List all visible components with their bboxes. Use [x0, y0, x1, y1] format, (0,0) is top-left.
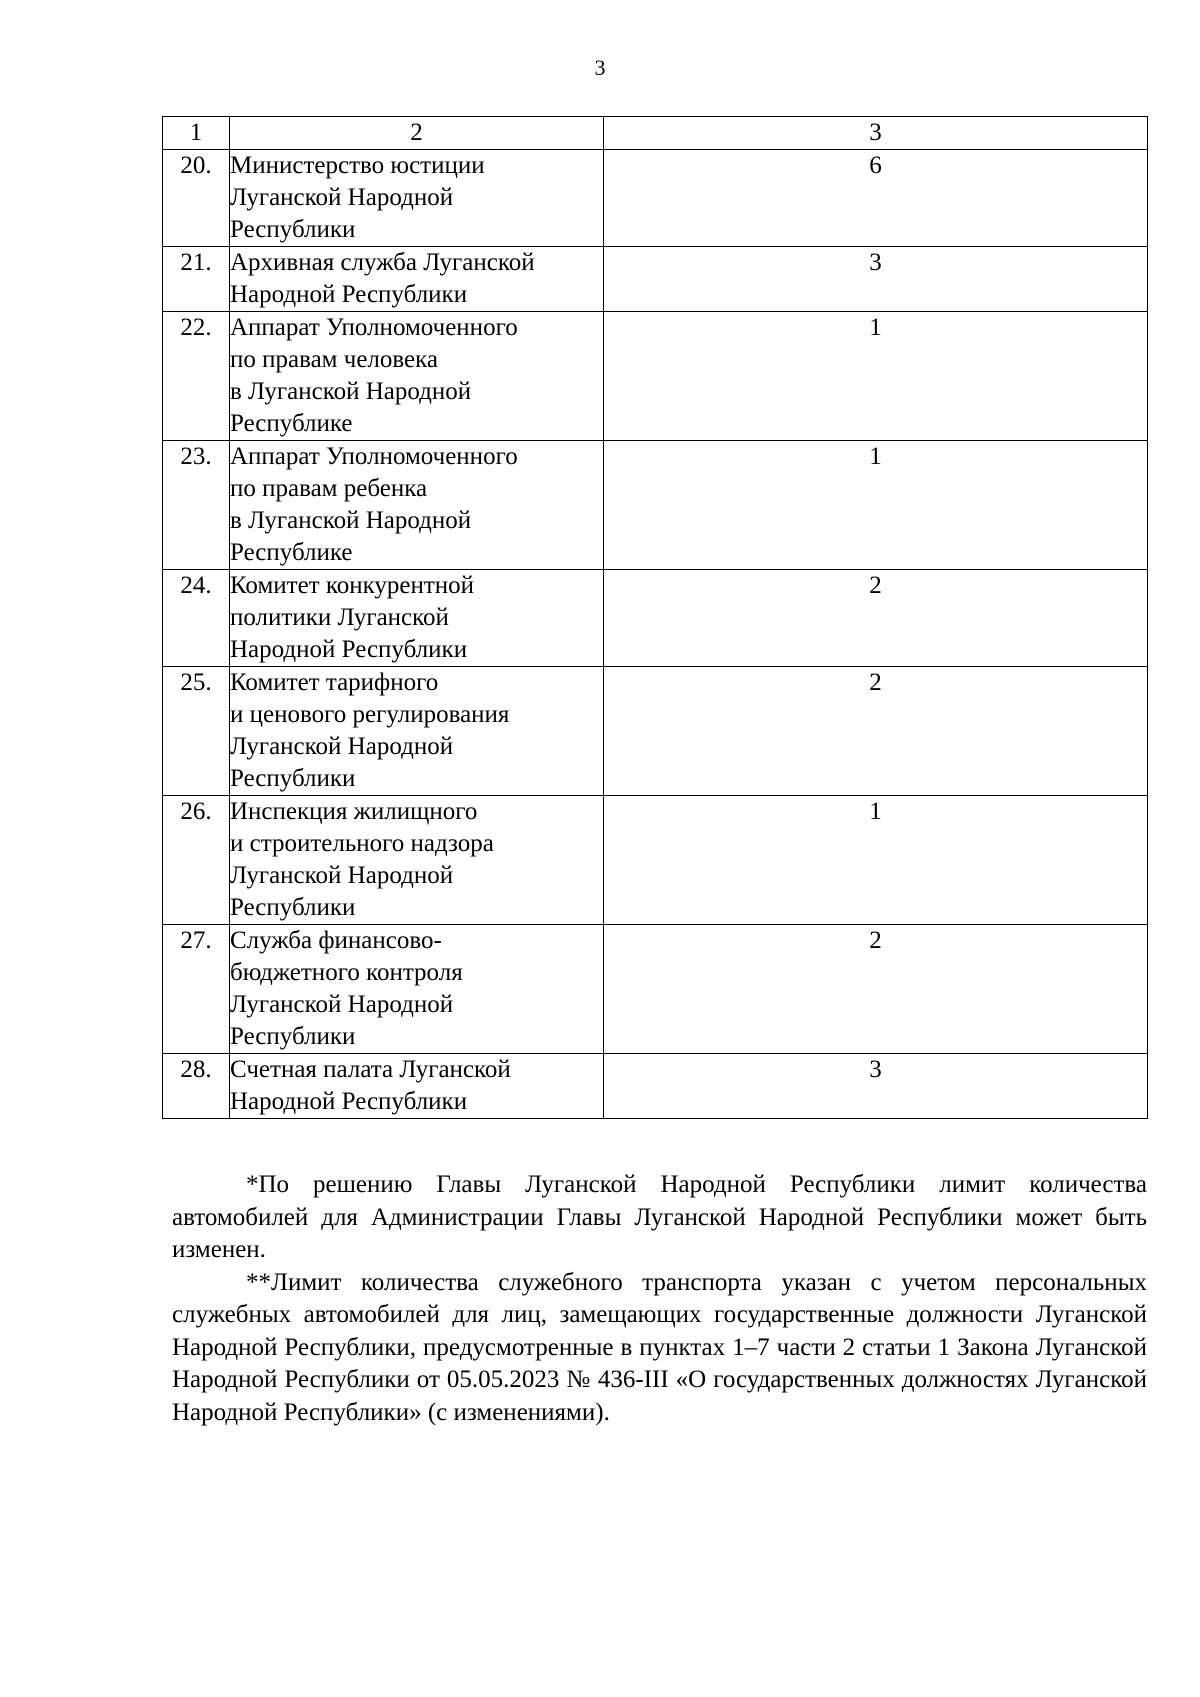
table-row	[163, 150, 1148, 247]
vehicle-limit: 3	[604, 247, 1148, 312]
row-number: 21.	[163, 247, 230, 312]
table-row	[163, 312, 1148, 441]
organization-name: Счетная палата Луганской Народной Республики	[230, 1054, 604, 1119]
footnote-double-asterisk: **Лимит количества служебного транспорта указан с учетом персональных служебных автомобилей для лиц, замещающих государственные должности Луганской Народной Республики, предусмотренные в пунктах 1–7 части 2 статьи 1 Закона Луганской Народной Республики от 05.05.2023 № 436-III «О государственных должностях Луганской Народной Республики» (с изменениями).	[172, 1268, 1147, 1426]
row-number: 24.	[163, 570, 230, 667]
column-header-organization: 2	[230, 117, 604, 150]
row-number: 26.	[163, 796, 230, 925]
table-row	[163, 925, 1148, 1054]
row-number: 25.	[163, 667, 230, 796]
organization-name: Аппарат Уполномоченного по правам человека в Луганской Народной Республике	[230, 312, 604, 441]
row-number: 27.	[163, 925, 230, 1054]
column-header-number: 1	[163, 117, 230, 150]
page-number: 3	[594, 55, 606, 80]
row-number: 22.	[163, 312, 230, 441]
table-row	[163, 667, 1148, 796]
vehicle-limit: 2	[604, 570, 1148, 667]
vehicle-limit: 6	[604, 150, 1148, 247]
vehicle-limit: 3	[604, 1054, 1148, 1119]
footnote-single-asterisk: *По решению Главы Луганской Народной Республики лимит количества автомобилей для Администрации Главы Луганской Народной Республики может быть изменен.	[172, 1171, 1147, 1263]
table-row	[163, 1054, 1148, 1119]
vehicle-limit: 2	[604, 925, 1148, 1054]
organization-name: Министерство юстиции Луганской Народной Республики	[230, 150, 604, 247]
organization-name: Комитет конкурентной политики Луганской Народной Республики	[230, 570, 604, 667]
vehicle-limit: 2	[604, 667, 1148, 796]
organization-name: Служба финансово- бюджетного контроля Луганской Народной Республики	[230, 925, 604, 1054]
vehicle-limits-table	[162, 116, 1148, 1119]
table-row	[163, 796, 1148, 925]
column-header-limit: 3	[604, 117, 1148, 150]
row-number: 28.	[163, 1054, 230, 1119]
vehicle-limit: 1	[604, 441, 1148, 570]
vehicle-limit: 1	[604, 312, 1148, 441]
organization-name: Комитет тарифного и ценового регулирования Луганской Народной Республики	[230, 667, 604, 796]
organization-name: Аппарат Уполномоченного по правам ребенка в Луганской Народной Республике	[230, 441, 604, 570]
row-number: 23.	[163, 441, 230, 570]
table-row	[163, 441, 1148, 570]
organization-name: Архивная служба Луганской Народной Республики	[230, 247, 604, 312]
row-number: 20.	[163, 150, 230, 247]
table-header-row	[163, 117, 1148, 150]
footnotes	[172, 1169, 1147, 1429]
table-row	[163, 247, 1148, 312]
organization-name: Инспекция жилищного и строительного надзора Луганской Народной Республики	[230, 796, 604, 925]
table-row	[163, 570, 1148, 667]
vehicle-limit: 1	[604, 796, 1148, 925]
